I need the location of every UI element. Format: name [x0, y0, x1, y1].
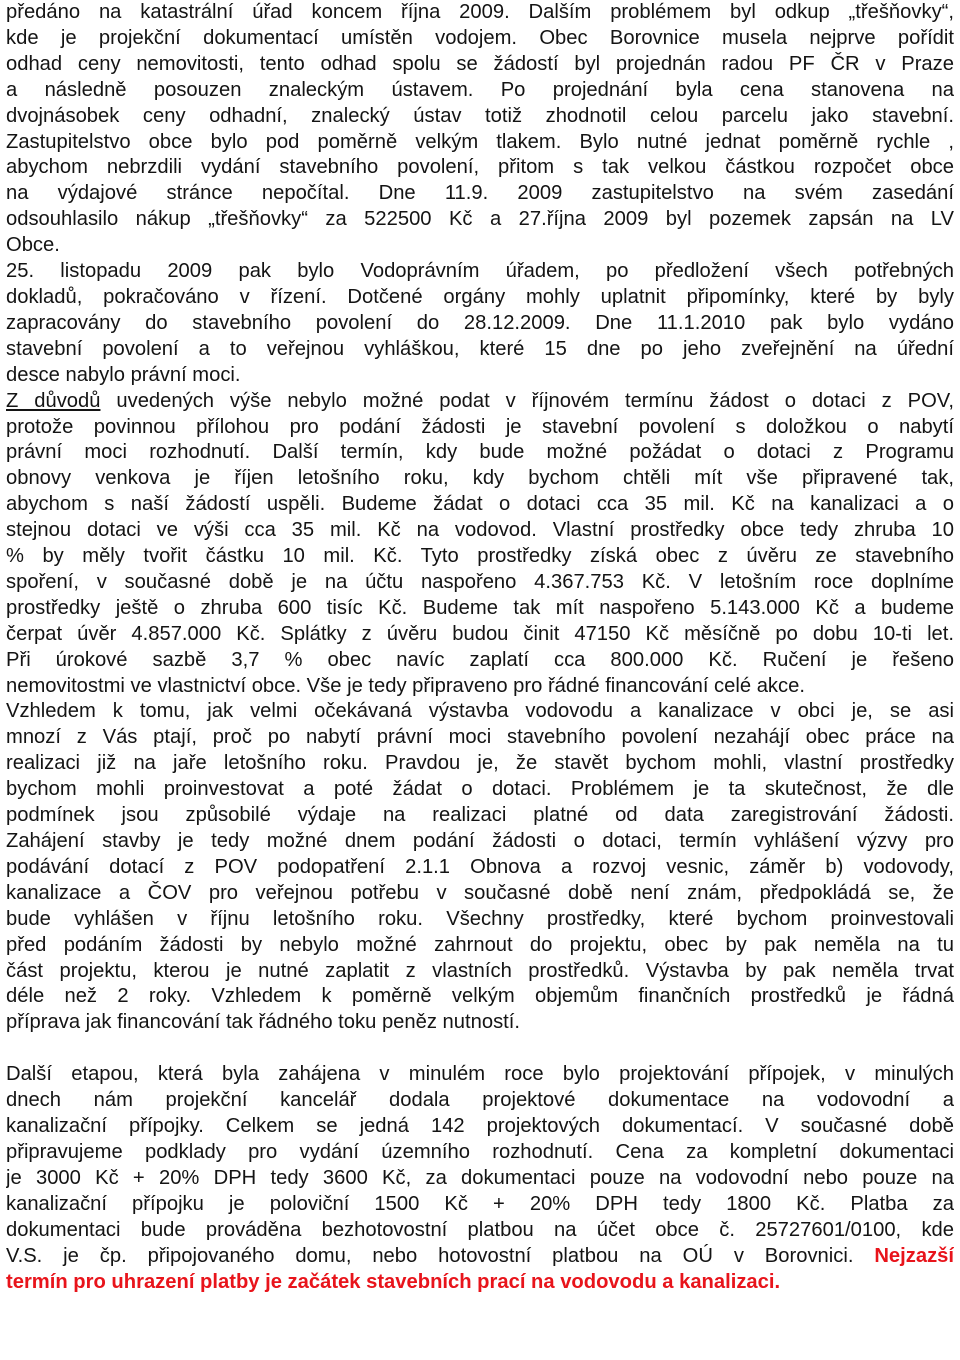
text-line: déle než 2 roky. Vzhledem k poměrně velkým objemům finančních prostředků je řádná: [6, 985, 954, 1008]
text-line: [6, 389, 954, 415]
text-line: Obce.: [6, 234, 60, 257]
payment-info: V.S. je čp. připojovaného domu, nebo hotovostní platbou na OÚ v Borovnici.: [6, 1244, 875, 1267]
text-line: Zahájení stavby je tedy možné dnem podání žádosti o dotaci, termín vyhlášení výzvy pro: [6, 830, 954, 852]
text-line: a následně posouzen znaleckým ústavem. Po projednání byla cena stanovena na: [6, 78, 954, 101]
text-line: část projektu, kterou je nutné zaplatit z vlastních prostředků. Výstavba by pak neměla trvat: [6, 959, 954, 982]
text-line: kanalizační přípojku je poloviční 1500 Kč + 20% DPH tedy 1800 Kč. Platba za: [6, 1192, 954, 1215]
text-line: spoření, v současné době je na účtu naspořeno 4.367.753 Kč. V letošním roce doplníme: [6, 570, 954, 593]
text-line: bude vyhlášen v říjnu letošního roku. Všechny prostředky, které bychom proinvestovali: [6, 907, 954, 930]
text-line: Vzhledem k tomu, jak velmi očekávaná výstavba vodovodu a kanalizace v obci je, se asi: [6, 700, 954, 723]
text-line: je 3000 Kč + 20% DPH tedy 3600 Kč, za dokumentaci pouze na vodovodní nebo pouze na: [6, 1166, 954, 1189]
deadline-highlight: termín pro uhrazení platby je začátek stavebních prací na vodovodu a kanalizaci.: [6, 1270, 781, 1293]
text-line: protože povinnou přílohou pro podání žádosti je stavební povolení s doložkou o nabytí: [6, 415, 954, 438]
text-line: abychom nebrzdili vydání stavebního povolení, přitom s tak velkou částkou rozpočet obce: [6, 156, 954, 179]
text-line: na výdajové stránce nepočítal. Dne 11.9. 2009 zastupitelstvo na svém zasedání: [6, 182, 954, 205]
text-line: kanalizační přípojky. Celkem se jedná 142 projektových dokumentací. V současné době: [6, 1115, 954, 1138]
text-line: kde je projekční dokumentací umístěn vodojem. Obec Borovnice musela nejprve pořídit: [6, 26, 954, 49]
text-line: obnovy venkova je říjen letošního roku, kdy bychom chtěli mít vše připravené tak,: [6, 467, 954, 490]
text-line: odhad ceny nemovitosti, tento odhad spolu se žádostí byl projednán radou PF ČR v Praze: [6, 52, 954, 75]
deadline-highlight-start: Nejzazší: [874, 1244, 954, 1267]
text-line: % by měly tvořit částku 10 mil. Kč. Tyto prostředky získá obec z úvěru ze stavebního: [6, 545, 954, 568]
text-line: stavební povolení a to veřejnou vyhláškou, které 15 dne po jeho zveřejnění na úřední: [6, 337, 954, 360]
text-line: abychom s naší žádostí uspěli. Budeme žádat o dotaci cca 35 mil. Kč na kanalizaci a o: [6, 493, 954, 516]
document-page: [6, 0, 954, 1295]
text-line: příprava jak financování tak řádného toku peněz nutností.: [6, 1011, 520, 1034]
paragraph-building-permit: [6, 259, 954, 389]
text-line: odsouhlasilo nákup „třešňovky“ za 522500 Kč a 27.října 2009 byl pozemek zapsán na LV: [6, 208, 954, 231]
text-line: Další etapou, která byla zahájena v minulém roce bylo projektování přípojek, v minulých: [6, 1063, 954, 1086]
underlined-phrase: Z důvodů: [6, 389, 101, 412]
text-line: zapracovány do stavebního povolení do 28.12.2009. Dne 11.1.2010 pak bylo vydáno: [6, 311, 954, 334]
text-line: dokumentaci bude prováděna bezhotovostní platbou na účet obce č. 25727601/0100, kde: [6, 1218, 954, 1241]
text-line: podmínek jsou způsobilé výdaje na realizaci platné od data zaregistrování žádosti.: [6, 804, 954, 827]
text-line: právní moci rozhodnutí. Další termín, kdy bude možné požádat o dotaci z Programu: [6, 441, 954, 464]
text-line: podávání dotací z POV podopatření 2.1.1 Obnova a rozvoj vesnic, záměr b) vodovody,: [6, 855, 954, 878]
text-line: dnech nám projekční kancelář dodala projektové dokumentace na vodovodní a: [6, 1089, 954, 1112]
text-line: bychom mohli proinvestovat a poté žádat o dotaci. Problémem je ta skutečnost, že dle: [6, 778, 954, 801]
text-line: mnozí z Vás ptají, proč po nabytí právní moci stavebního povolení nezahájí obec práce na: [6, 726, 954, 749]
paragraph-connection-projects: [6, 1062, 954, 1295]
text-line: dvojnásobek ceny odhadní, znalecký ústav totiž zhodnotil celou parcelu jako stavební.: [6, 104, 954, 127]
paragraph-spacer: [6, 1036, 954, 1062]
text-line: 25. listopadu 2009 pak bylo Vodoprávním úřadem, po předložení všech potřebných: [6, 260, 954, 283]
text-line: připravujeme podklady pro vydání územního rozhodnutí. Cena za kompletní dokumentaci: [6, 1140, 954, 1163]
paragraph-financing: [6, 389, 954, 700]
paragraph-land-purchase: [6, 0, 954, 259]
text-line: nemovitostmi ve vlastnictví obce. Vše je tedy připraveno pro řádné financování celé akce.: [6, 674, 805, 697]
text-line: prostředky ještě o zhruba 600 tisíc Kč. Budeme tak mít naspořeno 5.143.000 Kč a budeme: [6, 596, 954, 619]
text-line: před podáním žádosti by nebylo možné zahrnout do projektu, obec by pak neměla na tu: [6, 933, 954, 956]
paragraph-construction-timing: [6, 699, 954, 1036]
text-line: čerpat úvěr 4.857.000 Kč. Splátky z úvěru budou činit 47150 Kč měsíčně po dobu 10-ti let.: [6, 622, 954, 645]
line-continuation: uvedených výše nebylo možné podat v říjnovém termínu žádost o dotaci z POV,: [100, 389, 954, 412]
text-line: Zastupitelstvo obce bylo pod poměrně velkým tlakem. Bylo nutné jednat poměrně rychle ,: [6, 130, 954, 153]
text-line: stejnou dotaci ve výši cca 35 mil. Kč na vodovod. Vlastní prostředky obce tedy zhruba 10: [6, 519, 954, 542]
text-line: předáno na katastrální úřad koncem října 2009. Dalším problémem byl odkup „třešňovky“,: [6, 1, 954, 23]
text-line: [6, 1244, 954, 1270]
text-line: kanalizace a ČOV pro veřejnou potřebu v současné době není znám, předpokládá se, že: [6, 881, 954, 904]
text-line: desce nabylo právní moci.: [6, 363, 241, 386]
text-line: dokladů, pokračováno v řízení. Dotčené orgány mohly uplatnit připomínky, které by byly: [6, 285, 954, 308]
text-line: realizaci již na jaře letošního roku. Pravdou je, že stavět bychom mohli, vlastní prostředky: [6, 752, 954, 775]
text-line: Při úrokové sazbě 3,7 % obec navíc zaplatí cca 800.000 Kč. Ručení je řešeno: [6, 648, 954, 671]
